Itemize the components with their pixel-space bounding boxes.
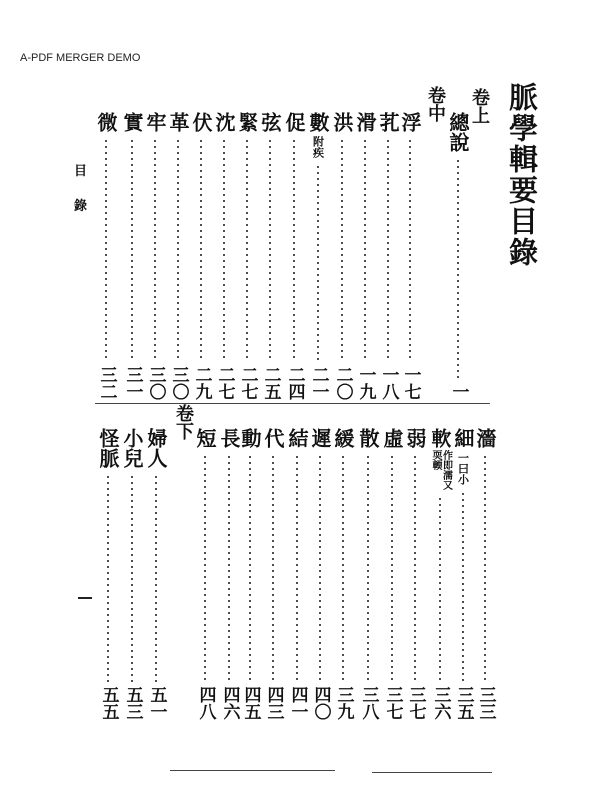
toc-entry-label: 微: [94, 112, 118, 132]
leader-dots: [341, 138, 343, 362]
toc-entry-label: 遲: [308, 428, 332, 448]
toc-entry-page: 五五: [98, 686, 119, 720]
leader-dots: [246, 138, 248, 362]
toc-entry-page: 一: [448, 383, 469, 400]
page-number-mark: [78, 597, 92, 599]
leader-dots: [154, 138, 156, 362]
toc-entry-page: 二七: [237, 366, 258, 400]
toc-entry-page: 三七: [382, 686, 403, 720]
toc-entry-page: 三〇: [145, 366, 166, 400]
leader-dots: [105, 138, 107, 362]
toc-entry-note: 附疾: [311, 136, 325, 158]
toc-entry-label: 浮: [398, 112, 422, 132]
toc-entry-label: 短: [193, 428, 217, 448]
toc-entry-label: 總說: [446, 112, 470, 152]
toc-entry-label: 濇: [473, 428, 497, 448]
toc-entry-page: 五三: [122, 686, 143, 720]
toc-entry-label: 芤: [376, 112, 400, 132]
toc-entry-label: 細: [451, 428, 475, 448]
leader-dots: [107, 474, 109, 682]
watermark-text: A-PDF MERGER DEMO: [20, 52, 141, 64]
leader-dots: [249, 454, 251, 682]
leader-dots: [296, 454, 298, 682]
leader-dots: [457, 158, 459, 379]
toc-entry-page: 一九: [355, 366, 376, 400]
toc-entry: [215, 428, 243, 720]
footer-rule-right: [372, 772, 492, 773]
toc-entry-page: 一八: [378, 366, 399, 400]
leader-dots: [414, 454, 416, 682]
toc-entry-page: 二七: [214, 366, 235, 400]
side-label-mu: 目: [74, 164, 88, 179]
leader-dots: [391, 454, 393, 682]
toc-entry-label: 牢: [143, 112, 167, 132]
toc-entry-label: 怪脈: [96, 428, 120, 468]
toc-entry-label: 虛: [380, 428, 404, 448]
toc-entry-label: 長: [217, 428, 241, 448]
leader-dots: [177, 138, 179, 362]
leader-dots: [200, 138, 202, 362]
toc-entry: [378, 428, 406, 720]
toc-entry-page: 三八: [358, 686, 379, 720]
toc-entry-label: 小兒: [120, 428, 144, 468]
toc-entry: [118, 428, 146, 720]
toc-entry: [328, 112, 356, 400]
toc-entry-label: 結: [285, 428, 309, 448]
toc-entry-page: 二〇: [332, 366, 353, 400]
leader-dots: [364, 138, 366, 362]
side-label-lu: 錄: [74, 199, 88, 214]
toc-entry: [280, 112, 308, 400]
toc-entry-page: 四八: [195, 686, 216, 720]
volume-lower: 卷下: [173, 404, 194, 440]
toc-entry-page: 四五: [240, 686, 261, 720]
toc-entry-label: 革: [166, 112, 190, 132]
toc-entry-page: 三五: [453, 686, 474, 720]
volume-middle: 卷中: [425, 86, 446, 122]
volume-upper: 卷上: [469, 88, 490, 124]
toc-entry: [304, 112, 332, 400]
toc-entry: [426, 428, 454, 720]
toc-entry-note: [430, 450, 451, 490]
toc-entry-page: 二一: [308, 366, 329, 400]
toc-entry-label: 伏: [189, 112, 213, 132]
toc-entry-page: 四〇: [310, 686, 331, 720]
toc-entry-page: 五一: [146, 686, 167, 720]
toc-entry-page: 四三: [263, 686, 284, 720]
leader-dots: [317, 164, 319, 362]
leader-dots: [462, 491, 464, 682]
toc-entry-label: 滑: [353, 112, 377, 132]
leader-dots: [131, 474, 133, 682]
toc-entry: [94, 428, 122, 720]
toc-entry-page: 二九: [191, 366, 212, 400]
toc-entry-page: 三三: [475, 686, 496, 720]
leader-dots: [272, 454, 274, 682]
toc-entry: [283, 428, 311, 720]
toc-entry: [191, 428, 219, 720]
toc-entry-label: 婦人: [144, 428, 168, 468]
toc-entry-label: 弦: [258, 112, 282, 132]
toc-entry-label: 緩: [331, 428, 355, 448]
toc-entry-label: 沈: [212, 112, 236, 132]
leader-dots: [223, 138, 225, 362]
leader-dots: [484, 454, 486, 682]
toc-entry-note: 一曰小: [456, 452, 470, 485]
toc-entry-page: 三九: [333, 686, 354, 720]
toc-entry-label: 代: [261, 428, 285, 448]
toc-entry-page: 三二: [96, 366, 117, 400]
toc-entry-note-line: 作即濡又: [440, 450, 452, 490]
toc-entry: [142, 428, 170, 720]
toc-entry: [354, 428, 382, 720]
leader-dots: [269, 138, 271, 362]
leader-dots: [409, 138, 411, 362]
toc-entry-label: 動: [238, 428, 262, 448]
leader-dots: [439, 496, 441, 682]
toc-entry-page: 四六: [219, 686, 240, 720]
page-title: 脈學輯要目錄: [505, 82, 539, 268]
leader-dots: [387, 138, 389, 362]
footer-rule-left: [170, 770, 335, 771]
toc-entry-note-line: 耎輭: [430, 450, 441, 470]
leader-dots: [293, 138, 295, 362]
toc-entry-label: 數: [306, 112, 330, 132]
toc-entry-label: 洪: [330, 112, 354, 132]
toc-entry-label: 實: [120, 112, 144, 132]
section-divider: [95, 403, 490, 404]
leader-dots: [204, 454, 206, 682]
leader-dots: [342, 454, 344, 682]
toc-entry-page: 三六: [430, 686, 451, 720]
leader-dots: [319, 454, 321, 682]
toc-entry-label: 弱: [403, 428, 427, 448]
toc-entry-page: 二四: [284, 366, 305, 400]
toc-entry-label: 軟: [428, 428, 452, 448]
leader-dots: [155, 474, 157, 682]
toc-entry-label: 緊: [235, 112, 259, 132]
toc-entry: [444, 112, 472, 400]
leader-dots: [228, 454, 230, 682]
toc-entry-page: 三〇: [168, 366, 189, 400]
toc-entry: [92, 112, 120, 400]
leader-dots: [131, 138, 133, 362]
toc-entry-page: 四一: [287, 686, 308, 720]
toc-entry-label: 促: [282, 112, 306, 132]
leader-dots: [367, 454, 369, 682]
toc-entry: [118, 112, 146, 400]
toc-entry-page: 三七: [405, 686, 426, 720]
toc-entry-page: 三一: [122, 366, 143, 400]
toc-entry-page: 二五: [260, 366, 281, 400]
toc-entry-label: 散: [356, 428, 380, 448]
toc-entry-page: 一七: [400, 366, 421, 400]
